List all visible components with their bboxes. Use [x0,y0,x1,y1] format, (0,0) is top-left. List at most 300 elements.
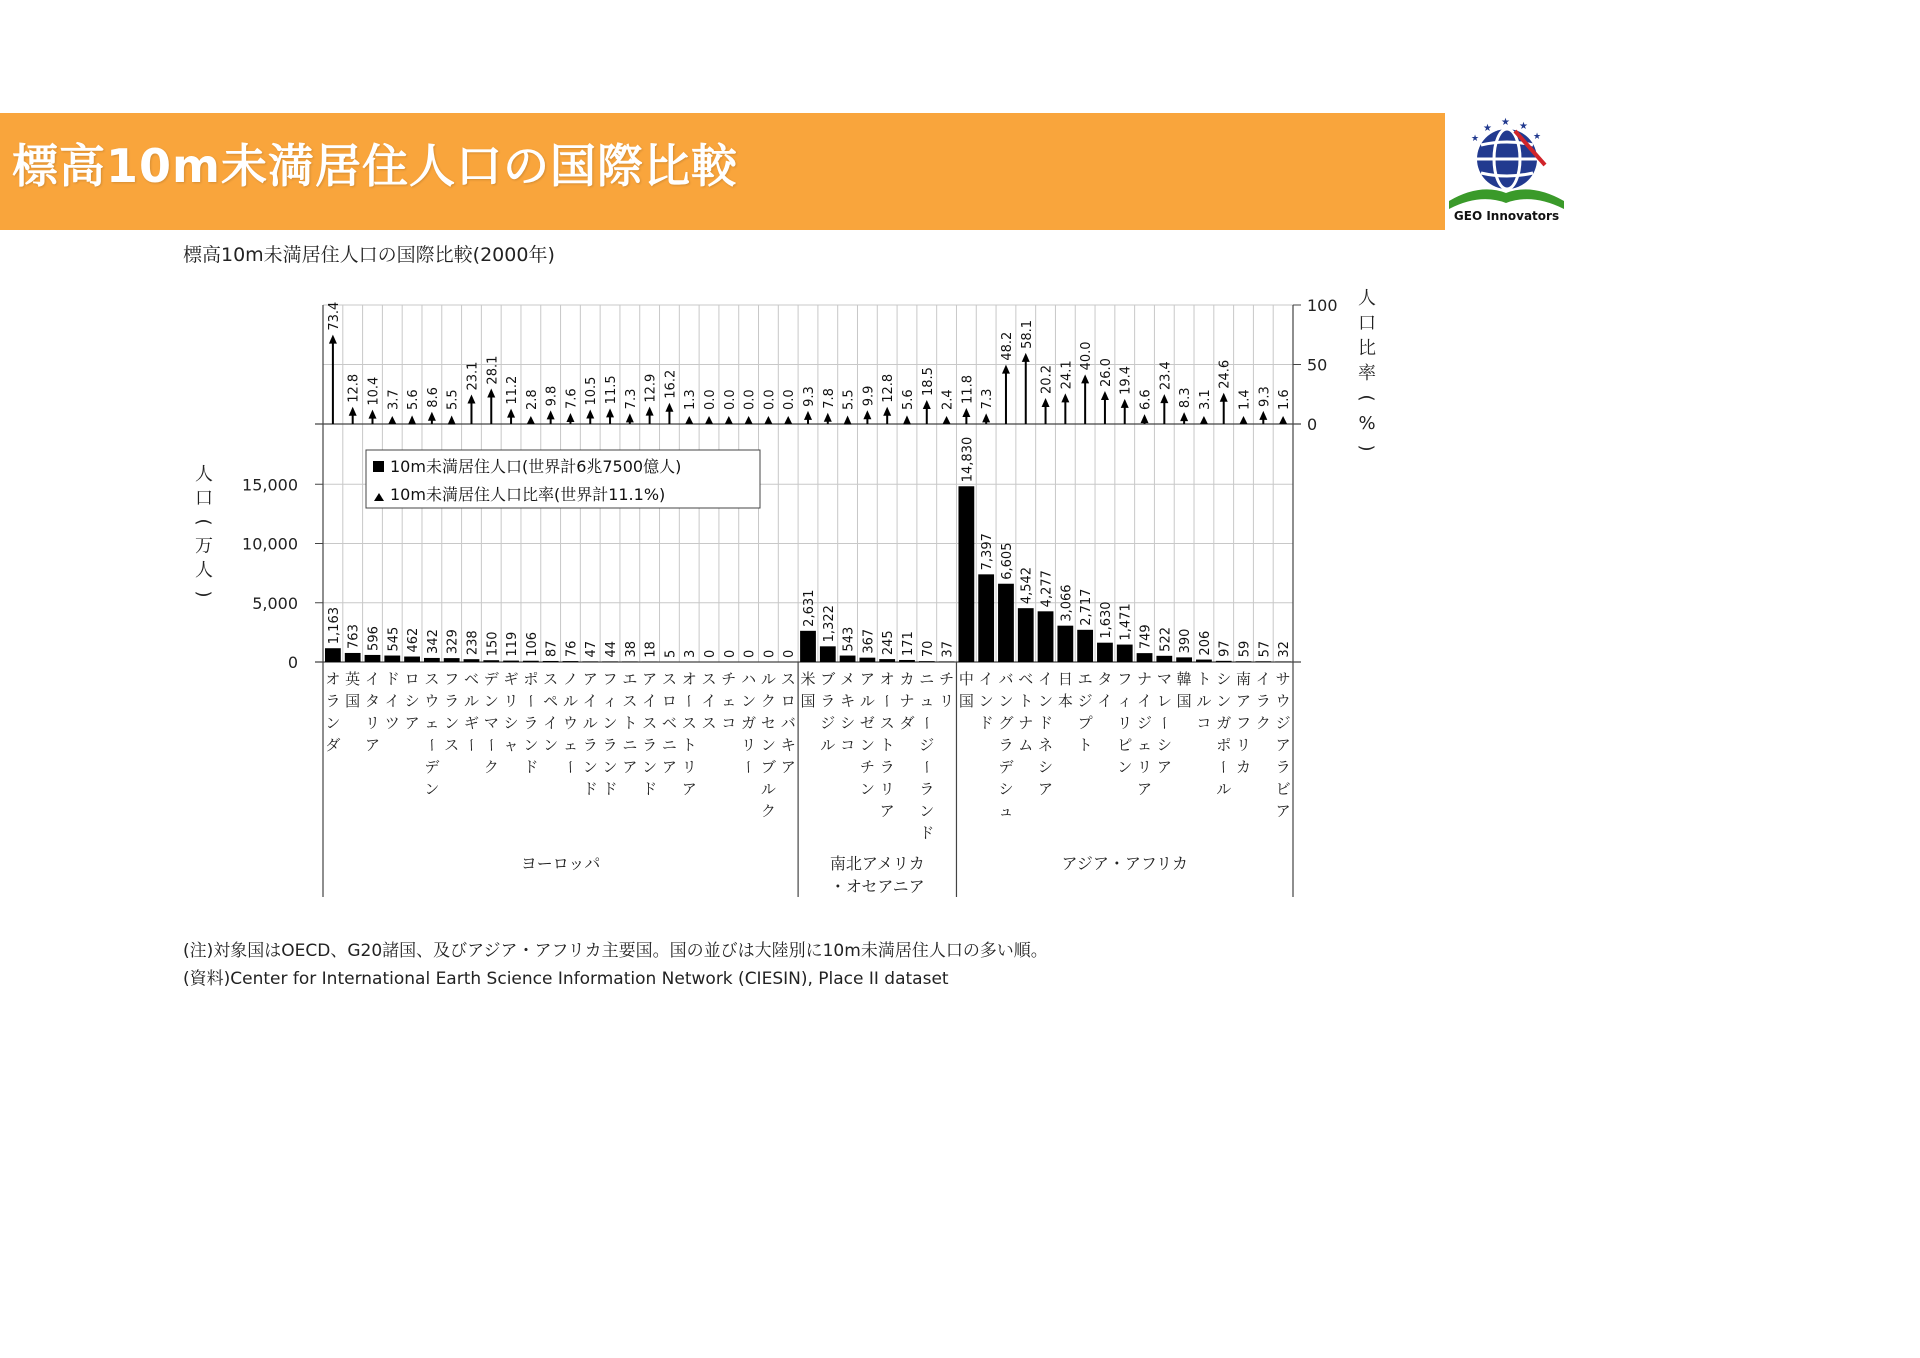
rate-value-label: 7.8 [821,388,837,409]
population-value-label: 1,322 [821,605,837,643]
category-label: イ [978,670,994,688]
category-label: ニ [919,670,935,688]
rate-marker [784,416,792,424]
population-value-label: 4,542 [1019,566,1035,605]
rate-value-label: 2.8 [524,389,540,410]
population-bar [1255,661,1271,662]
rate-marker [1240,416,1248,424]
category-label: ル [1216,780,1232,798]
category-label: ネ [1038,736,1054,754]
population-bar [978,574,994,662]
category-label: ツ [384,714,400,732]
category-label: フ [444,670,460,688]
rate-marker [982,413,990,422]
y-axis-right-tick-label: 0 [1307,415,1318,434]
rate-value-label: 6.6 [1138,389,1154,410]
category-label: ェ [562,736,578,754]
population-value-label: 38 [623,641,639,658]
population-value-label: 596 [366,626,382,651]
category-label: ル [582,714,598,732]
category-label: ン [998,692,1014,710]
category-label: ノ [562,670,578,688]
population-bar [1117,645,1133,662]
category-label: フ [1117,670,1133,688]
rate-marker [923,400,931,409]
category-label: 国 [1176,692,1192,710]
rate-marker [1279,416,1287,424]
rate-value-label: 11.2 [505,375,521,405]
category-label: ナ [1137,670,1153,688]
population-value-label: 7,397 [980,533,996,571]
rate-marker [1220,393,1228,402]
category-label: ン [582,758,598,776]
rate-marker [1121,399,1129,408]
category-label: ア [681,780,697,798]
population-bar [464,659,480,662]
category-label: ド [1038,714,1054,732]
category-label: チ [939,670,955,688]
category-label: ス [780,670,796,688]
rate-value-label: 11.5 [604,375,620,405]
population-value-label: 97 [1217,640,1233,657]
population-value-label: 150 [485,631,501,657]
population-bar [1156,656,1172,662]
population-bar [958,486,974,662]
category-label: ハ [741,670,757,688]
category-label: デ [424,758,440,776]
category-label: リ [741,736,757,754]
category-label: 英 [345,670,361,688]
population-value-label: 119 [505,631,521,657]
rate-value-label: 11.8 [960,375,976,404]
y-axis-right-label: 率 [1358,363,1376,384]
population-bar [424,658,440,662]
rate-marker [368,410,376,419]
category-label: ル [1196,692,1212,710]
population-value-label: 0 [722,649,738,658]
category-label: ロ [780,692,796,710]
category-label: ポ [523,670,539,688]
rate-marker [1200,416,1208,424]
category-label: ン [483,692,499,710]
rate-marker [1022,353,1030,362]
rate-marker [547,410,555,419]
category-label: リ [1236,736,1252,754]
population-value-label: 390 [1178,628,1194,654]
population-value-label: 171 [900,631,916,656]
category-label: ラ [523,714,539,732]
category-label: バ [780,714,796,732]
category-label: フ [602,670,618,688]
category-label: ン [602,758,618,776]
legend-swatch-population [373,461,384,472]
rate-value-label: 7.3 [980,388,996,410]
category-label: リ [939,692,955,710]
y-axis-left-tick-label: 15,000 [242,475,298,495]
category-label: ガ [1216,714,1232,732]
category-label: ン [444,714,460,732]
y-axis-right-tick-label: 100 [1307,296,1338,315]
category-label: リ [681,758,697,776]
category-label: ニ [622,736,638,754]
category-label: ア [642,670,658,688]
category-label: リ [503,692,519,710]
y-axis-right-label: 人 [1358,288,1376,309]
category-label: ペ [543,692,559,710]
category-label: ト [879,736,895,754]
category-label: ア [661,758,677,776]
population-bar [879,659,895,662]
rate-value-label: 20.2 [1039,365,1055,394]
category-label: 米 [800,670,816,688]
rate-marker [527,416,535,424]
category-label: ュ [998,802,1014,820]
population-bar [919,661,935,662]
category-label: ン [1117,758,1133,776]
y-axis-left-label: 口 [195,488,213,509]
population-value-label: 545 [386,626,402,652]
category-label: ン [424,780,440,798]
category-label: ラ [998,736,1014,754]
y-axis-left-label: 万 [195,536,213,557]
rate-marker [705,416,713,424]
category-label: ト [1077,736,1093,754]
category-label: ー [1214,759,1233,775]
population-bar [899,660,915,662]
category-label: イ [1255,670,1271,688]
category-label: ギ [503,670,519,688]
category-label: ア [879,802,895,820]
category-label: ィ [1117,692,1133,710]
population-value-label: 37 [940,641,956,658]
globe-book-stars-icon [1445,113,1568,209]
population-bar [840,656,856,662]
category-label: ィ [602,692,618,710]
category-label: ロ [404,670,420,688]
rate-value-label: 5.5 [445,389,461,410]
rate-value-label: 0.0 [742,389,758,410]
population-value-label: 206 [1197,630,1213,656]
rate-value-label: 9.3 [802,386,817,407]
population-value-label: 543 [841,626,857,652]
rate-value-label: 10.4 [366,376,382,406]
rate-marker [883,407,891,416]
category-label: ド [582,780,598,798]
population-value-label: 462 [406,627,422,653]
category-label: ブ [760,758,776,776]
region-label: アジア・アフリカ [1061,854,1189,873]
y-axis-left-label: 人 [195,560,213,581]
category-label: ス [444,736,460,754]
rate-marker [943,416,951,424]
population-bar [1176,657,1192,662]
category-label: ロ [661,692,677,710]
category-label: ー [561,759,580,775]
category-label: ェ [1137,736,1153,754]
population-bar [1038,611,1054,662]
category-label: ス [543,670,559,688]
category-label: オ [681,670,697,688]
category-label: ラ [820,692,836,710]
y-axis-left-label: ) [193,590,214,598]
category-label: チ [721,670,737,688]
category-label: ピ [1117,736,1133,754]
category-label: ー [462,737,481,753]
category-label: シ [1038,758,1054,776]
category-label: エ [622,670,638,688]
svg-text:★: ★ [1519,121,1528,132]
category-label: ー [917,715,936,731]
category-label: ン [325,714,341,732]
category-label: イ [1137,692,1153,710]
category-label: イ [1038,670,1054,688]
category-label: ー [1155,715,1174,731]
category-label: ュ [919,692,935,710]
category-label: デ [998,758,1014,776]
population-bar [1196,660,1212,662]
category-label: ン [919,802,935,820]
category-label: ウ [562,714,578,732]
region-label: ヨーロッパ [520,854,601,873]
category-label: ア [780,758,796,776]
rate-marker [863,410,871,419]
category-label: シ [503,714,519,732]
category-label: ウ [1275,692,1291,710]
category-label: ギ [463,714,479,732]
category-label: ド [642,780,658,798]
population-bar [365,655,381,662]
rate-marker [745,416,753,424]
category-label: シ [1156,736,1172,754]
population-value-label: 0 [782,649,798,658]
rate-marker [1042,398,1050,407]
population-value-label: 76 [564,640,580,658]
rate-value-label: 23.4 [1158,361,1174,391]
population-value-label: 44 [604,640,620,658]
rate-value-label: 12.9 [643,373,659,403]
category-label: シ [1216,670,1232,688]
y-axis-right-label: 口 [1358,313,1376,334]
rate-marker [1002,365,1010,374]
population-value-label: 70 [920,640,936,658]
rate-marker [1081,374,1089,383]
rate-marker [507,409,515,418]
population-value-label: 5 [663,649,679,658]
population-value-label: 87 [544,640,560,657]
rate-marker [349,407,357,416]
category-label: ド [384,670,400,688]
y-axis-left-tick-label: 10,000 [242,534,298,554]
rate-value-label: 40.0 [1079,341,1095,371]
category-label: ム [1018,736,1034,754]
category-label: ラ [879,758,895,776]
category-label: レ [1156,692,1172,710]
category-label: ダ [325,736,341,754]
population-bar [404,657,420,662]
rate-value-label: 1.4 [1237,389,1253,410]
category-label: ベ [463,670,479,688]
category-label: コ [1196,714,1212,732]
category-label: マ [1156,670,1172,688]
population-value-label: 342 [425,629,441,654]
logo [1445,113,1568,230]
population-value-label: 0 [703,649,719,658]
rate-value-label: 9.9 [861,385,877,407]
category-label: ル [760,670,776,688]
category-label: ベ [661,714,677,732]
rate-value-label: 1.3 [683,389,699,410]
category-label: ラ [444,692,460,710]
category-label: ア [1038,780,1054,798]
category-label: ル [859,692,875,710]
y-axis-right-tick-label: 50 [1307,355,1328,375]
population-bar [523,661,539,662]
rate-marker [586,410,594,419]
population-bar [563,661,579,662]
category-label: ニ [661,736,677,754]
category-label: バ [998,670,1014,688]
rate-value-label: 0.0 [722,389,738,410]
category-label: ア [1236,692,1252,710]
population-value-label: 47 [584,640,600,658]
category-label: コ [840,736,856,754]
rate-value-label: 5.6 [900,389,916,410]
population-bar [602,661,618,662]
population-value-label: 2,631 [802,589,817,627]
rate-value-label: 23.1 [465,361,481,391]
y-axis-left-tick-label: 0 [287,653,298,672]
population-bar [1057,626,1073,662]
category-label: ン [859,780,875,798]
category-label: ト [1196,670,1212,688]
category-label: ー [422,737,441,753]
category-label: ナ [1018,714,1034,732]
category-label: ジ [1077,692,1093,710]
population-bar [1018,608,1034,662]
rate-value-label: 5.6 [406,389,422,410]
category-label: グ [998,714,1014,732]
category-label: リ [879,780,895,798]
rate-value-label: 12.8 [346,373,362,403]
population-value-label: 32 [1277,641,1293,658]
category-label: 中 [958,670,974,688]
rate-marker [428,412,436,421]
category-label: ス [701,670,717,688]
category-label: フ [1236,714,1252,732]
category-label: ス [681,714,697,732]
category-label: リ [364,714,380,732]
legend-item-population: 10m未満居住人口(世界計6兆7500億人) [390,457,682,476]
chart-panel [140,232,1430,1002]
rate-marker [606,408,614,417]
y-axis-right-label: ( [1356,394,1377,402]
category-label: ビ [1275,780,1291,798]
category-label: ン [523,736,539,754]
category-label: ナ [899,692,915,710]
population-value-label: 1,163 [326,606,342,645]
population-bar [503,661,519,662]
population-value-label: 106 [524,631,540,657]
population-value-label: 522 [1158,626,1174,652]
rate-marker [1141,414,1149,423]
category-label: イ [364,670,380,688]
rate-value-label: 1.6 [1277,389,1293,410]
category-label: プ [1077,714,1093,732]
population-value-label: 367 [861,628,877,654]
population-value-label: 4,277 [1039,570,1055,608]
rate-value-label: 8.3 [1178,387,1194,409]
category-label: ク [483,758,499,776]
category-label: ン [602,714,618,732]
category-label: 国 [345,692,361,710]
svg-text:★: ★ [1501,117,1510,128]
category-label: ジ [919,736,935,754]
rate-value-label: 28.1 [485,355,501,385]
category-label: ア [1137,780,1153,798]
category-label: ジ [1275,714,1291,732]
category-label: セ [760,714,776,732]
category-label: サ [1275,670,1291,688]
category-label: オ [325,670,341,688]
category-label: マ [483,714,499,732]
category-label: ポ [1216,736,1232,754]
footnote-source: (資料)Center for International Earth Science Information Network (CIESIN), Place II dataset [183,969,949,989]
category-label: ー [878,693,897,709]
population-bar [1097,643,1113,662]
category-label: ェ [721,692,737,710]
category-label: ー [739,759,758,775]
category-label: シ [404,692,420,710]
category-label: ラ [602,736,618,754]
rate-value-label: 19.4 [1118,365,1134,395]
rate-value-label: 0.0 [782,389,798,410]
category-label: ン [859,736,875,754]
population-value-label: 1,630 [1098,601,1114,639]
footnote-note: (注)対象国はOECD、G20諸国、及びアジア・アフリカ主要国。国の並びは大陸別に10m未満居住人口の多い順。 [183,941,1048,961]
category-label: ト [681,736,697,754]
category-label: ン [642,758,658,776]
category-label: ク [760,692,776,710]
category-label: ス [622,692,638,710]
category-label: ン [1216,692,1232,710]
population-bar [345,653,361,662]
category-label: ン [760,736,776,754]
category-label: 本 [1057,692,1073,710]
logo-text: GEO Innovators [1453,209,1560,223]
category-label: ド [602,780,618,798]
category-label: ア [582,670,598,688]
category-label: ベ [1018,670,1034,688]
population-bar [998,584,1014,662]
page-title: 標高10m未満居住人口の国際比較 [12,139,738,193]
category-label: メ [840,670,856,688]
rate-value-label: 9.3 [1257,386,1273,407]
category-label: ラ [325,692,341,710]
y-axis-right-label: ) [1356,444,1377,452]
category-label: ド [523,758,539,776]
rate-value-label: 24.6 [1217,359,1233,389]
category-label: チ [859,758,875,776]
rate-marker [804,411,812,420]
category-label: ラ [1255,692,1271,710]
rate-value-label: 0.0 [703,389,719,410]
category-label: ト [622,714,638,732]
rate-marker [1101,391,1109,400]
category-label: 国 [800,692,816,710]
rate-marker [448,415,456,424]
category-label: 国 [958,692,974,710]
category-label: ド [919,824,935,842]
